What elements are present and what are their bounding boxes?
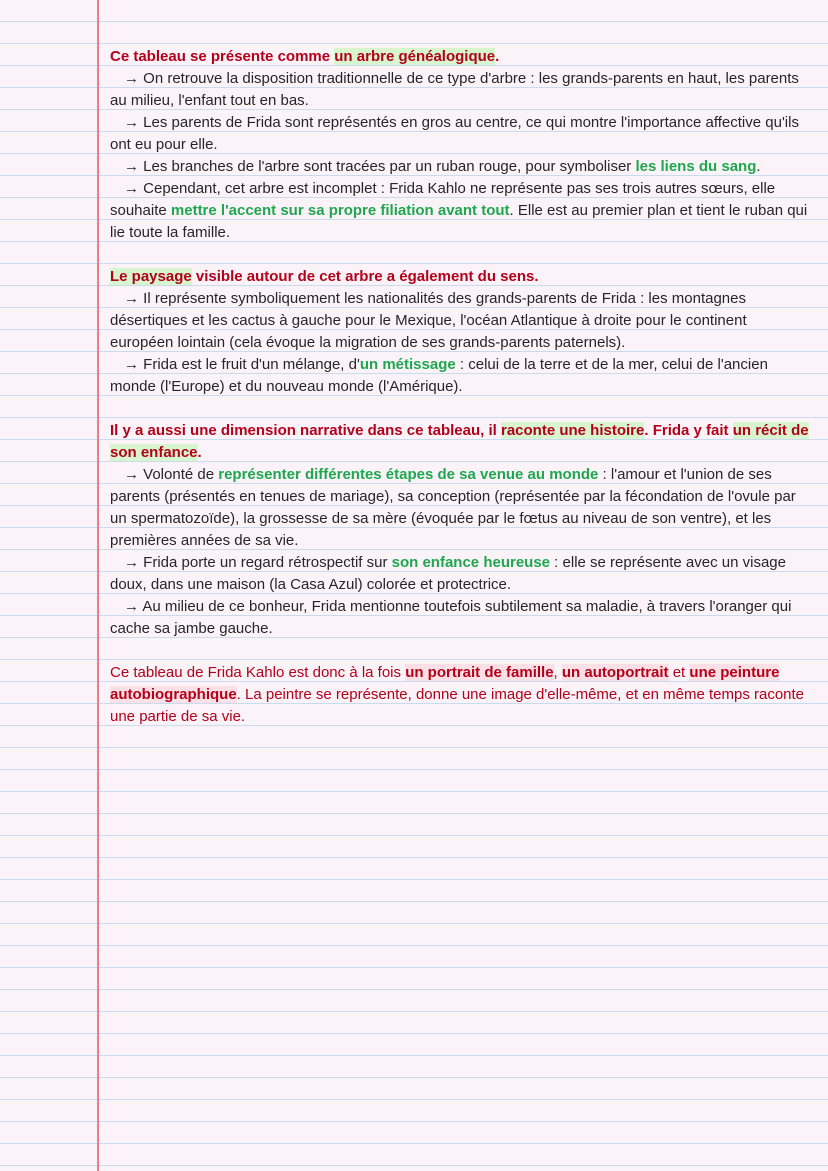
paragraph-arbre-parents: → Les parents de Frida sont représentés en gros au centre, ce qui montre l'importance affective qu'ils ont eu pour elle. [110,114,799,153]
section-heading-arbre: Ce tableau se présente comme un arbre généalogique. [110,48,500,65]
paragraph-narrative-maladie: → Au milieu de ce bonheur, Frida mentionne toutefois subtilement sa maladie, à travers l'oranger qui cache sa jambe gauche. [110,598,792,637]
notebook-margin-line [97,0,99,1171]
paragraph-arbre-incomplet: → Cependant, cet arbre est incomplet : Frida Kahlo ne représente pas ses trois autres sœurs, elle souhaite mettre l'accent sur sa propre filiation avant tout. Elle est au premier plan et tient le ruban qui lie toute la famille. [110,180,808,241]
paragraph-narrative-enfance: → Frida porte un regard rétrospectif sur son enfance heureuse : elle se représente avec un visage doux, dans une maison (la Casa Azul) colorée et protectrice. [110,554,786,593]
paragraph-narrative-etapes: → Volonté de représenter différentes étapes de sa venue au monde : l'amour et l'union de ses parents (présentés en tenues de mariage), sa conception (représentée par la fécondation de l'ovule par un spermatozoïde), la grossesse de sa mère (évoquée par le fœtus au niveau de son ventre), et les premières années de sa vie. [110,466,796,549]
paragraph-arbre-disposition: → On retrouve la disposition traditionnelle de ce type d'arbre : les grands-parents en haut, les parents au milieu, l'enfant tout en bas. [110,70,799,109]
section-heading-paysage: Le paysage visible autour de cet arbre a également du sens. [110,268,539,285]
paragraph-arbre-branches: → Les branches de l'arbre sont tracées par un ruban rouge, pour symboliser les liens du sang. [124,158,761,175]
section-heading-narrative: Il y a aussi une dimension narrative dans ce tableau, il raconte une histoire. Frida y fait un récit de son enfance. [110,422,809,461]
conclusion-paragraph: Ce tableau de Frida Kahlo est donc à la fois un portrait de famille, un autoportrait et une peinture autobiographique. La peintre se représente, donne une image d'elle-même, et en même temps raconte une partie de sa vie. [110,664,805,725]
paragraph-paysage-nationalites: → Il représente symboliquement les nationalités des grands-parents de Frida : les montagnes désertiques et les cactus à gauche pour le Mexique, l'océan Atlantique à droite pour le continent européen lointain (cela évoque la migration de ses grands-parents paternels). [110,290,747,351]
notebook-page-content [110,46,814,728]
paragraph-paysage-metissage: → Frida est le fruit d'un mélange, d'un métissage : celui de la terre et de la mer, celui de l'ancien monde (l'Europe) et du nouveau monde (l'Amérique). [110,356,768,395]
